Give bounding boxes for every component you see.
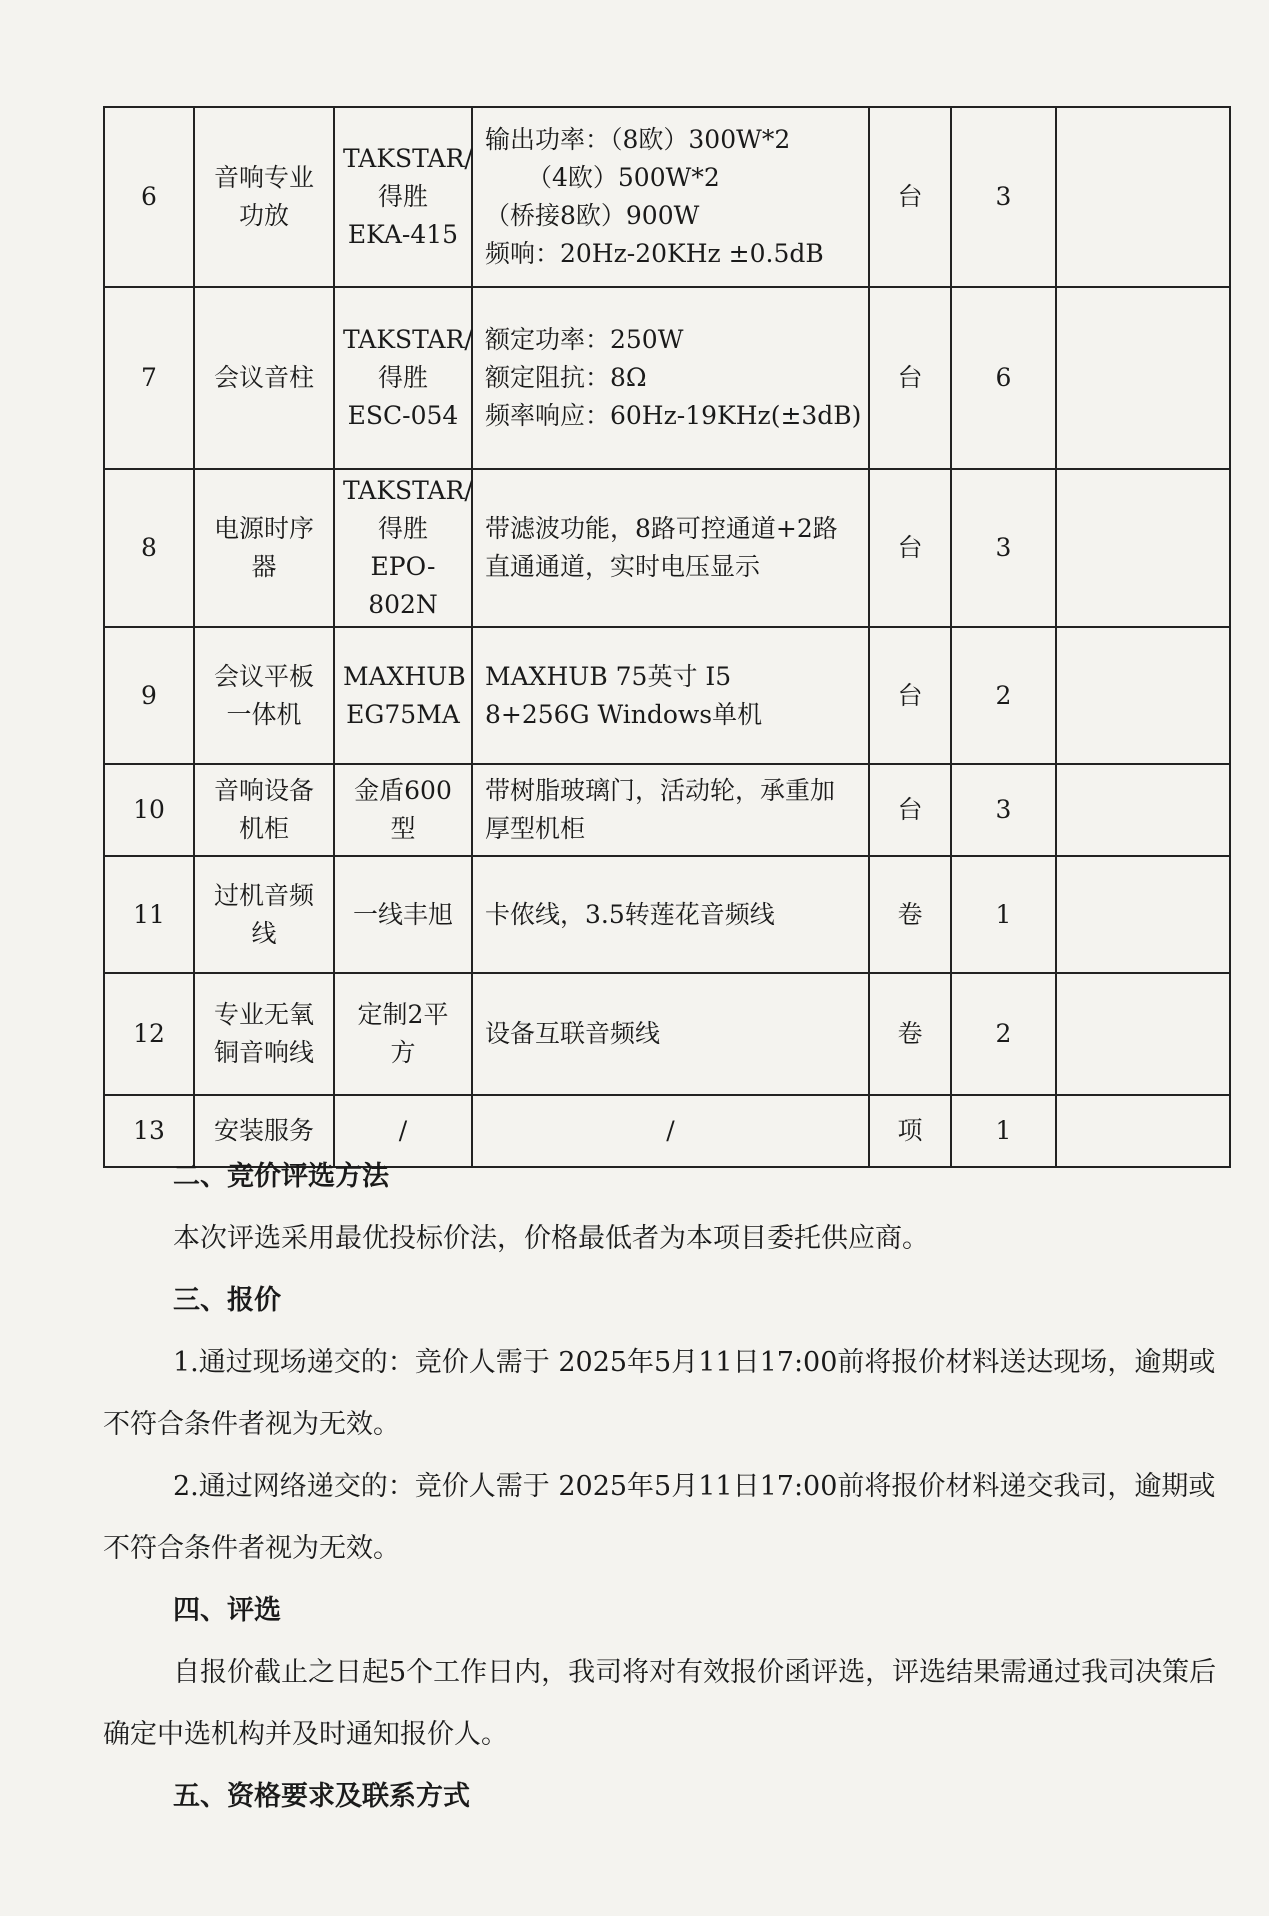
item-unit: 台 — [869, 764, 951, 856]
item-quantity: 2 — [951, 627, 1056, 764]
row-number: 8 — [104, 469, 194, 627]
item-spec: 设备互联音频线 — [472, 973, 869, 1095]
item-quantity: 3 — [951, 469, 1056, 627]
item-note — [1056, 856, 1230, 973]
item-name: 音响设备 机柜 — [194, 764, 334, 856]
item-quantity: 1 — [951, 856, 1056, 973]
item-brand: MAXHUB EG75MA — [334, 627, 472, 764]
item-note — [1056, 107, 1230, 287]
item-unit: 台 — [869, 627, 951, 764]
row-number: 7 — [104, 287, 194, 469]
row-number: 12 — [104, 973, 194, 1095]
item-spec: 输出功率：（8欧）300W*2 （4欧）500W*2 （桥接8欧）900W 频响：20Hz-20KHz ±0.5dB — [472, 107, 869, 287]
item-note — [1056, 973, 1230, 1095]
item-brand: 金盾600 型 — [334, 764, 472, 856]
item-name: 会议音柱 — [194, 287, 334, 469]
document-body — [103, 1146, 1229, 1828]
paragraph: 1.通过现场递交的：竞价人需于 2025年5月11日17:00前将报价材料送达现场，逾期或不符合条件者视为无效。 — [103, 1347, 1216, 1440]
item-spec: 带滤波功能，8路可控通道+2路 直通通道，实时电压显示 — [472, 469, 869, 627]
item-note — [1056, 469, 1230, 627]
section-heading: 二、竞价评选方法 — [173, 1161, 389, 1192]
section-heading: 三、报价 — [173, 1285, 281, 1316]
item-quantity: 3 — [951, 764, 1056, 856]
table-row — [104, 764, 1230, 856]
paragraph: 2.通过网络递交的：竞价人需于 2025年5月11日17:00前将报价材料递交我司，逾期或不符合条件者视为无效。 — [103, 1471, 1216, 1564]
item-unit: 台 — [869, 107, 951, 287]
item-name: 电源时序 器 — [194, 469, 334, 627]
item-brand: 定制2平 方 — [334, 973, 472, 1095]
row-number: 13 — [104, 1095, 194, 1167]
row-number: 9 — [104, 627, 194, 764]
item-name: 会议平板 一体机 — [194, 627, 334, 764]
item-brand: TAKSTAR/ 得胜 EKA-415 — [334, 107, 472, 287]
table-row — [104, 627, 1230, 764]
row-number: 10 — [104, 764, 194, 856]
table-row — [104, 287, 1230, 469]
table-row — [104, 469, 1230, 627]
item-quantity: 6 — [951, 287, 1056, 469]
table-row — [104, 856, 1230, 973]
item-unit: 台 — [869, 287, 951, 469]
item-unit: 卷 — [869, 973, 951, 1095]
item-spec: MAXHUB 75英寸 I5 8+256G Windows单机 — [472, 627, 869, 764]
item-spec: / — [472, 1095, 869, 1167]
item-quantity: 3 — [951, 107, 1056, 287]
item-spec: 卡侬线，3.5转莲花音频线 — [472, 856, 869, 973]
item-brand: 一线丰旭 — [334, 856, 472, 973]
item-name: 安装服务 — [194, 1095, 334, 1167]
item-quantity: 2 — [951, 973, 1056, 1095]
table-row — [104, 973, 1230, 1095]
item-unit: 卷 — [869, 856, 951, 973]
item-unit: 台 — [869, 469, 951, 627]
item-name: 音响专业 功放 — [194, 107, 334, 287]
item-unit: 项 — [869, 1095, 951, 1167]
table-row — [104, 107, 1230, 287]
item-note — [1056, 627, 1230, 764]
item-name: 专业无氧 铜音响线 — [194, 973, 334, 1095]
section-heading: 四、评选 — [173, 1595, 281, 1626]
paragraph: 本次评选采用最优投标价法，价格最低者为本项目委托供应商。 — [173, 1223, 929, 1254]
section-heading: 五、资格要求及联系方式 — [173, 1781, 470, 1812]
item-spec: 额定功率：250W 额定阻抗：8Ω 频率响应：60Hz-19KHz(±3dB) — [472, 287, 869, 469]
item-note — [1056, 287, 1230, 469]
equipment-table — [103, 106, 1231, 1168]
item-brand: TAKSTAR/ 得胜 EPO-802N — [334, 469, 472, 627]
item-quantity: 1 — [951, 1095, 1056, 1167]
item-note — [1056, 764, 1230, 856]
row-number: 6 — [104, 107, 194, 287]
item-spec: 带树脂玻璃门，活动轮，承重加 厚型机柜 — [472, 764, 869, 856]
item-brand: TAKSTAR/ 得胜 ESC-054 — [334, 287, 472, 469]
item-brand: / — [334, 1095, 472, 1167]
paragraph: 自报价截止之日起5个工作日内，我司将对有效报价函评选，评选结果需通过我司决策后确定中选机构并及时通知报价人。 — [103, 1657, 1217, 1750]
item-name: 过机音频 线 — [194, 856, 334, 973]
row-number: 11 — [104, 856, 194, 973]
